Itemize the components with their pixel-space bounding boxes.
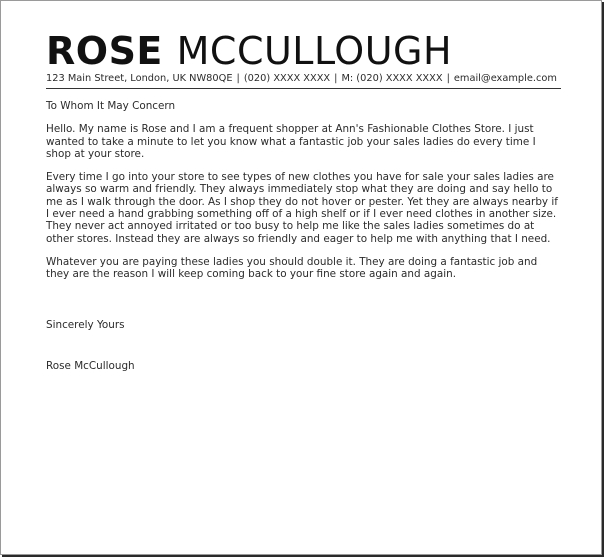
sender-first-name: ROSE [46,29,163,73]
contact-address: 123 Main Street, London, UK NW80QE [46,73,233,84]
body-paragraph-1: Hello. My name is Rose and I am a frequent shopper at Ann's Fashionable Clothes Store. I just wanted to take a minute to let you know what a fantastic job your sales ladies do every time I shop at your store. [46,123,536,160]
closing: Sincerely Yours [46,318,125,331]
body-paragraph-3: Whatever you are paying these ladies you should double it. They are doing a fantastic job and they are the reason I will keep coming back to your fine store again and again. [46,255,538,281]
contact-line [46,72,561,89]
letter-content [46,31,561,372]
signature-name: Rose McCullough [46,359,135,372]
contact-phone: (020) XXXX XXXX [243,73,331,84]
sender-last-name: MCCULLOUGH [176,29,453,73]
contact-separator: | [334,73,338,84]
contact-email: email@example.com [453,73,557,84]
contact-separator: | [236,73,240,84]
body-paragraph-2: Every time I go into your store to see types of new clothes you have for sale your sales ladies are always so warm and friendly. They always immediately stop what they are doing and say hello to me as I walk through the door. As I shop they do not hover or pester. Yet they are always nearby if I ever need a hand grabbing something off of a high shelf or if I ever need clothes in another size. They never act annoyed irritated or too busy to help me like the sales ladies sometimes do at other stores. Instead they are always so friendly and eager to help me with anything that I need. [46,171,558,245]
salutation: To Whom It May Concern [46,100,176,112]
contact-separator: | [446,73,450,84]
contact-mobile: M: (020) XXXX XXXX [341,73,443,84]
sender-name [46,31,561,71]
